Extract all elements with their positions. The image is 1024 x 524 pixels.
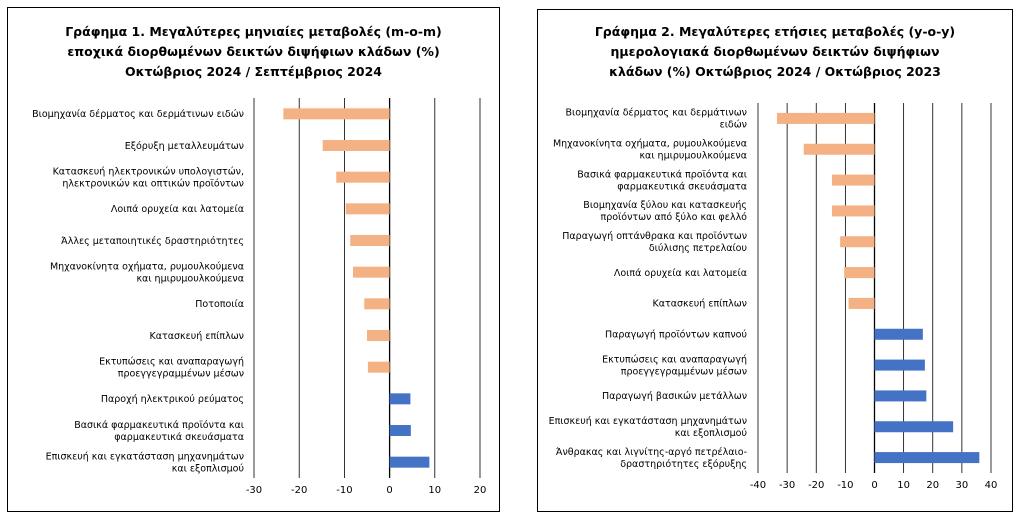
bar (367, 330, 390, 341)
category-label: Ποτοποιία (195, 299, 244, 311)
bar (283, 108, 389, 119)
bar (353, 267, 390, 278)
category-label: Κατασκευή ηλεκτρονικών υπολογιστών, ηλεκτρονικών και οπτικών προϊόντων (52, 166, 244, 190)
tick-label: 0 (386, 485, 393, 496)
tick-label: 0 (871, 480, 878, 491)
category-label: Εκτυπώσεις και αναπαραγωγή προεγγεγραμμένων μέσων (602, 354, 747, 378)
tick-label: -20 (291, 485, 308, 496)
chart-annual-changes (538, 10, 1012, 511)
chart-monthly-changes (8, 8, 499, 511)
tick-label: -30 (778, 480, 796, 491)
tick-label: 40 (984, 480, 998, 491)
bar (346, 203, 390, 214)
category-label: Βιομηχανία ξύλου και κατασκευής προϊόντων από ξύλο και φελλό (583, 200, 747, 224)
tick-label: -30 (245, 485, 263, 496)
tick-label: -20 (808, 480, 825, 491)
tick-label: 20 (473, 485, 487, 496)
bar (875, 329, 923, 340)
category-label: Βασικά φαρμακευτικά προϊόντα και φαρμακευτικά σκευάσματα (577, 169, 747, 193)
bar (390, 393, 411, 404)
category-label: Εκτυπώσεις και αναπαραγωγή προεγγεγραμμένων μέσων (99, 356, 244, 380)
bar (849, 298, 875, 309)
category-label: Παραγωγή οπτάνθρακα και προϊόντων διύλισης πετρελαίου (562, 231, 747, 255)
category-label: Κατασκευή επίπλων (149, 330, 244, 342)
chart-panel-annual (537, 9, 1013, 512)
category-label: Επισκευή και εγκατάσταση μηχανημάτων και εξοπλισμού (45, 451, 244, 475)
chart-panel-monthly (7, 7, 500, 512)
category-label: Βιομηχανία δέρματος και δερμάτινων ειδών (32, 109, 244, 121)
tick-label: 30 (955, 480, 969, 491)
bar (840, 236, 874, 247)
category-label: Άνθρακας και λιγνίτης-αργό πετρέλαιο-δραστηριότητες εξόρυξης (555, 446, 747, 470)
tick-label: -10 (336, 485, 353, 496)
category-label: Κατασκευή επίπλων (652, 298, 747, 310)
category-label: Επισκευή και εγκατάσταση μηχανημάτων και εξοπλισμού (548, 416, 747, 440)
bar (390, 425, 411, 436)
category-label: Άλλες μεταποιητικές δραστηριότητες (61, 235, 244, 247)
category-label: Μηχανοκίνητα οχήματα, ρυμουλκούμενα και ημιρυμουλκούμενα (49, 261, 244, 285)
category-label: Βιομηχανία δέρματος και δερμάτινων ειδών (565, 107, 747, 131)
chart-title-line: κλάδων (%) Οκτώβριος 2024 / Οκτώβριος 2023 (609, 64, 941, 79)
category-label: Παραγωγή προϊόντων καπνού (604, 329, 747, 341)
bar (364, 298, 389, 309)
bar (832, 175, 875, 186)
chart-title-line: Γράφημα 2. Μεγαλύτερες ετήσιες μεταβολές (y-o-y) (594, 24, 956, 39)
category-label: Παροχή ηλεκτρικού ρεύματος (100, 394, 244, 406)
tick-label: 20 (926, 480, 940, 491)
category-label: Λοιπά ορυχεία και λατομεία (613, 267, 747, 279)
bar (390, 457, 430, 468)
chart-title-line: εποχικά διορθωμένων δεικτών διψήφιων κλάδων (%) (67, 44, 440, 59)
bar (350, 235, 389, 246)
bar (804, 144, 875, 155)
tick-label: 10 (897, 480, 910, 491)
bar (875, 390, 927, 401)
bar (368, 362, 390, 373)
bar (875, 421, 954, 432)
category-label: Λοιπά ορυχεία και λατομεία (110, 204, 244, 216)
category-label: Βασικά φαρμακευτικά προϊόντα και φαρμακευτικά σκευάσματα (74, 419, 244, 443)
bar (323, 140, 390, 151)
tick-label: 10 (428, 485, 442, 496)
bar (875, 452, 980, 463)
bar (777, 113, 875, 124)
bar (875, 360, 925, 371)
chart-title-line: ημερολογιακά διορθωμένων δεικτών διψήφιων (610, 44, 940, 59)
tick-label: -10 (837, 480, 854, 491)
category-label: Εξόρυξη μεταλλευμάτων (124, 140, 244, 152)
chart-title-line: Οκτώβριος 2024 / Σεπτέμβριος 2024 (125, 64, 382, 79)
category-label: Μηχανοκίνητα οχήματα, ρυμουλκούμενα και ημιρυμουλκούμενα (552, 138, 747, 162)
bar (336, 172, 389, 183)
category-label: Παραγωγή βασικών μετάλλων (601, 391, 747, 403)
chart-title-line: Γράφημα 1. Μεγαλύτερες μηνιαίες μεταβολές (m-o-m) (65, 24, 442, 39)
tick-label: -40 (749, 480, 767, 491)
bar (844, 267, 874, 278)
bar (832, 205, 875, 216)
